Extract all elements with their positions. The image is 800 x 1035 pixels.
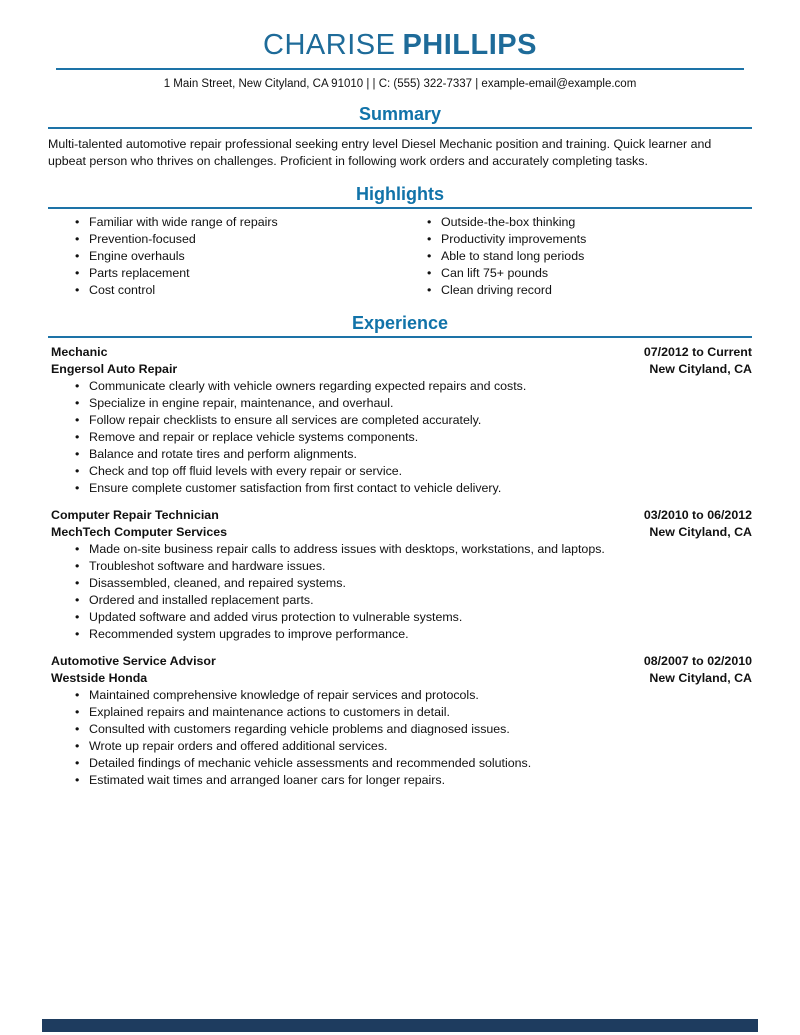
job-company: Engersol Auto Repair	[51, 362, 178, 376]
job-bullet-list	[48, 541, 752, 643]
job-title: Automotive Service Advisor	[51, 654, 216, 668]
job-title: Computer Repair Technician	[51, 508, 219, 522]
job-location: New Cityland, CA	[649, 671, 752, 685]
job-bullet: • Disassembled, cleaned, and repaired systems.	[48, 575, 752, 592]
job-bullet: • Consulted with customers regarding vehicle problems and diagnosed issues.	[48, 721, 752, 738]
job-title-row	[48, 653, 752, 670]
job-company-row	[48, 361, 752, 378]
summary-section-title: Summary	[358, 104, 442, 124]
job-bullet-list	[48, 687, 752, 789]
highlight-item: • Prevention-focused	[48, 231, 400, 248]
highlights-columns	[48, 214, 752, 299]
job-title-row	[48, 344, 752, 361]
job-title-row	[48, 507, 752, 524]
highlights-left-column	[48, 214, 400, 299]
page-footer-bar	[42, 1019, 758, 1032]
experience-section-title: Experience	[351, 313, 449, 333]
highlights-right-column	[400, 214, 752, 299]
job-bullet: • Communicate clearly with vehicle owners regarding expected repairs and costs.	[48, 378, 752, 395]
job-dates: 07/2012 to Current	[643, 345, 752, 359]
highlight-item: • Engine overhauls	[48, 248, 400, 265]
job-entry-computer-repair-technician	[48, 507, 752, 643]
job-bullet: • Remove and repair or replace vehicle systems components.	[48, 429, 752, 446]
highlight-item: • Outside-the-box thinking	[400, 214, 752, 231]
highlight-item: • Familiar with wide range of repairs	[48, 214, 400, 231]
experience-divider	[48, 336, 752, 338]
job-bullet: • Follow repair checklists to ensure all services are completed accurately.	[48, 412, 752, 429]
job-bullet-list	[48, 378, 752, 497]
contact-line: 1 Main Street, New Cityland, CA 91010 | | C: (555) 322-7337 | example-email@example.com	[163, 78, 637, 90]
highlight-item: • Can lift 75+ pounds	[400, 265, 752, 282]
job-bullet: • Wrote up repair orders and offered additional services.	[48, 738, 752, 755]
job-company: MechTech Computer Services	[51, 525, 228, 539]
job-company-row	[48, 524, 752, 541]
job-location: New Cityland, CA	[649, 525, 752, 539]
summary-divider	[48, 127, 752, 129]
job-bullet: • Made on-site business repair calls to address issues with desktops, workstations, and laptops.	[48, 541, 752, 558]
highlights-right-list	[400, 214, 752, 299]
job-bullet: • Troubleshot software and hardware issues.	[48, 558, 752, 575]
job-bullet: • Updated software and added virus protection to vulnerable systems.	[48, 609, 752, 626]
job-location: New Cityland, CA	[649, 362, 752, 376]
job-bullet: • Check and top off fluid levels with every repair or service.	[48, 463, 752, 480]
highlight-item: • Productivity improvements	[400, 231, 752, 248]
job-entry-mechanic	[48, 344, 752, 497]
highlights-left-list	[48, 214, 400, 299]
job-bullet: • Ensure complete customer satisfaction from first contact to vehicle delivery.	[48, 480, 752, 497]
job-bullet: • Ordered and installed replacement parts.	[48, 592, 752, 609]
job-entry-automotive-service-advisor	[48, 653, 752, 789]
highlight-item: • Parts replacement	[48, 265, 400, 282]
highlight-item: • Cost control	[48, 282, 400, 299]
job-bullet: • Explained repairs and maintenance actions to customers in detail.	[48, 704, 752, 721]
resume-content	[48, 30, 752, 789]
job-bullet: • Detailed findings of mechanic vehicle assessments and recommended solutions.	[48, 755, 752, 772]
job-dates: 03/2010 to 06/2012	[643, 508, 752, 522]
job-company-row	[48, 670, 752, 687]
job-bullet: • Balance and rotate tires and perform alignments.	[48, 446, 752, 463]
candidate-first-name: CHARISE	[263, 29, 396, 61]
candidate-name	[48, 30, 752, 60]
job-bullet: • Maintained comprehensive knowledge of repair services and protocols.	[48, 687, 752, 704]
summary-text: Multi-talented automotive repair professional seeking entry level Diesel Mechanic position and training. Quick learner and upbeat person who thrives on challenges. Proficient in following work orders and accurately completing tasks.	[48, 137, 712, 168]
job-bullet: • Recommended system upgrades to improve performance.	[48, 626, 752, 643]
highlights-section-title: Highlights	[356, 184, 444, 204]
candidate-last-name: PHILLIPS	[402, 29, 537, 61]
highlight-item: • Clean driving record	[400, 282, 752, 299]
job-bullet: • Estimated wait times and arranged loaner cars for longer repairs.	[48, 772, 752, 789]
job-bullet: • Specialize in engine repair, maintenance, and overhaul.	[48, 395, 752, 412]
job-company: Westside Honda	[51, 671, 148, 685]
highlight-item: • Able to stand long periods	[400, 248, 752, 265]
job-title: Mechanic	[51, 345, 108, 359]
highlights-divider	[48, 207, 752, 209]
header-divider	[56, 68, 744, 70]
job-dates: 08/2007 to 02/2010	[643, 654, 752, 668]
